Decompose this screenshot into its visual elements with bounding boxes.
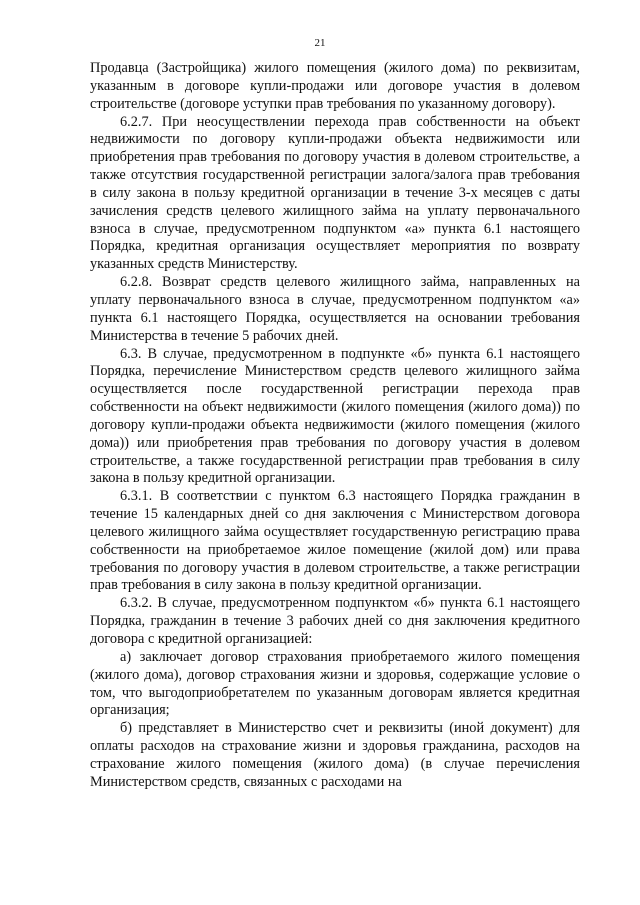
paragraph-6-3-1: 6.3.1. В соответствии с пунктом 6.3 настоящего Порядка гражданин в течение 15 календарных дней со дня заключения с Министерством договора целевого жилищного займа осуществляет государственную регистрацию права собственности на приобретаемое жилое помещение (жилой дом) или права требования по договору участия в долевом строительстве, а также регистрации прав требования в силу закона в пользу кредитной организации. (90, 488, 580, 594)
document-body (90, 60, 580, 792)
paragraph-6-2-7: 6.2.7. При неосуществлении перехода прав собственности на объект недвижимости по договору купли-продажи объекта недвижимости или приобретения прав требования по договору участия в долевом строительстве, а также отсутствия государственной регистрации залога/залога прав требования в силу закона в пользу кредитной организации в течение 3-х месяцев с даты зачисления средств целевого жилищного займа на уплату первоначального взноса в случае, предусмотренном подпунктом «а» пункта 6.1 настоящего Порядка, кредитная организация осуществляет мероприятия по возврату указанных средств Министерству. (90, 113, 580, 273)
paragraph-continuation: Продавца (Застройщика) жилого помещения (жилого дома) по реквизитам, указанным в договоре купли-продажи или договоре участия в долевом строительстве (договоре уступки прав требования по указанному договору). (90, 60, 580, 112)
paragraph-6-3: 6.3. В случае, предусмотренном в подпункте «б» пункта 6.1 настоящего Порядка, перечисление Министерством средств целевого жилищного займа осуществляется после государственной регистрации перехода прав собственности на объект недвижимости (жилого помещения (жилого дома)) по договору купли-продажи объекта недвижимости (жилого помещения (жилого дома)) или приобретения прав требования по договору участия в долевом строительстве, а также государственной регистрации прав требования в силу закона в пользу кредитной организации. (90, 345, 580, 487)
subparagraph-b: б) представляет в Министерство счет и реквизиты (иной документ) для оплаты расходов на страхование жизни и здоровья гражданина, расходов на страхование жилого помещения (жилого дома) (в случае перечисления Министерством средств, связанных с расходами на (90, 720, 580, 790)
subparagraph-a: а) заключает договор страхования приобретаемого жилого помещения (жилого дома), договор страхования жизни и здоровья, содержащие условие о том, что выгодоприобретателем по указанным договорам является кредитная организация; (90, 648, 580, 719)
paragraph-6-3-2: 6.3.2. В случае, предусмотренном подпунктом «б» пункта 6.1 настоящего Порядка, гражданин в течение 3 рабочих дней со дня заключения кредитного договора с кредитной организацией: (90, 595, 580, 647)
paragraph-6-2-8: 6.2.8. Возврат средств целевого жилищного займа, направленных на уплату первоначального взноса в случае, предусмотренном подпунктом «а» пункта 6.1 настоящего Порядка, осуществляется на основании требования Министерства в течение 5 рабочих дней. (90, 274, 580, 344)
page-number: 21 (314, 37, 326, 49)
